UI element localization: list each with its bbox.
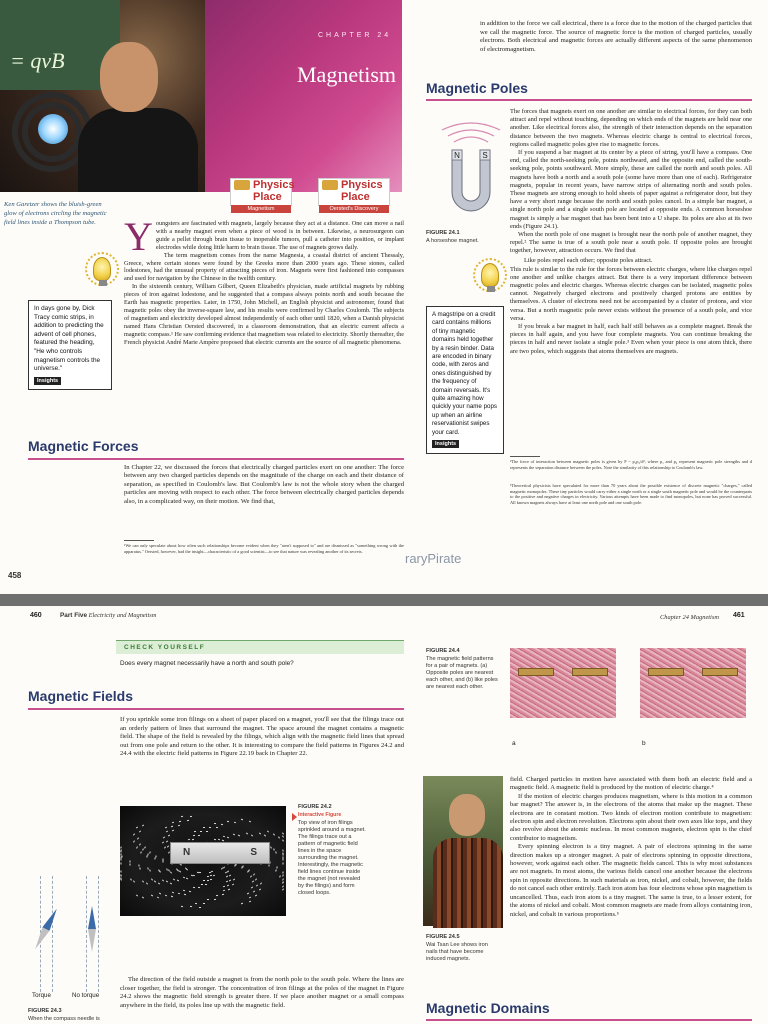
intro-paragraph-3: In the sixteenth century, William Gilbert, Queen Elizabeth's physician, made artificial magnets by rubbing pieces of iron against lodestone, and he suggested that a compass always points north and south because the Earth has magnetic properties. Later, in 1750, John Michell, an English physicist and astronomer, found that magnetic poles obey the inverse-square law, and his results were confirmed by Charles Coulomb. The subjects of magnetism and electricity developed almost independently of each other until 1820, when a Danish physicist named Hans Christian Oersted discovered, in a classroom demonstration, that an electric current affects a magnetic compass.¹ He saw confirming evidence that magnetism was related to electricity. Shortly thereafter, the French physicist André Marie Ampère proposed that electric currents are the source of all magnetic phenomena. xyxy=(124,283,404,346)
iron-filing xyxy=(158,893,160,895)
iron-filing xyxy=(198,835,200,836)
iron-filing xyxy=(136,846,138,848)
magnetic-forces-heading: Magnetic Forces xyxy=(28,438,139,454)
iron-filing xyxy=(133,881,135,883)
magnetic-poles-text xyxy=(510,108,752,356)
iron-filing xyxy=(251,887,253,889)
iron-filing xyxy=(207,876,209,877)
iron-filing xyxy=(282,853,283,855)
iron-filing xyxy=(251,834,253,836)
ken-photo-caption: Ken Garetzer shows the bluish-green glow of electrons circling the magnetic field lines inside a Thompson tube. xyxy=(4,201,107,226)
page-number-461: 461 xyxy=(733,612,745,619)
iron-filing xyxy=(214,823,216,824)
iron-filing xyxy=(233,878,235,880)
iron-filing xyxy=(136,894,138,896)
iron-filing xyxy=(218,839,220,841)
iron-filing xyxy=(120,870,121,872)
iron-filing xyxy=(142,824,144,826)
pole-n-label: N xyxy=(454,151,460,160)
iron-filing xyxy=(282,836,284,838)
figure-24-2-caption: Top view of iron filings sprinkled around a magnet. The filings trace out a pattern of magnetic field lines in the space surrounding the magnet. Interestingly, the magnetic field lines continue inside the magnet (not revealed by the filings) and form closed loops. xyxy=(298,820,366,896)
poles-rule: Like poles repel each other; opposite poles attract. xyxy=(524,256,653,264)
iron-filing xyxy=(151,895,153,897)
compass-needle-no-torque-icon xyxy=(88,906,96,952)
iron-filing xyxy=(255,895,257,897)
iron-filing xyxy=(158,883,160,885)
horseshoe-magnet-figure xyxy=(432,122,510,220)
iron-filing xyxy=(253,874,255,876)
figure-24-3-label: FIGURE 24.3 xyxy=(28,1008,62,1014)
iron-filing xyxy=(269,864,270,866)
iron-filing xyxy=(223,836,225,838)
iron-filings-figure xyxy=(120,806,286,916)
field-line xyxy=(52,876,53,992)
iron-filing xyxy=(181,816,183,817)
iron-filing xyxy=(210,879,212,880)
iron-filing xyxy=(171,896,173,898)
footnote-1: ¹We can only speculate about how often such relationships become evident when they "aren't supposed to" and are dismissed as "something wrong with the apparatus." Oersted, however, had the insight—characteristic of a good scientist—to see that nature was revealing another of its secrets. xyxy=(124,543,404,554)
iron-filing xyxy=(138,831,140,833)
iron-filing xyxy=(209,827,211,828)
iron-filing xyxy=(189,890,191,891)
figure-24-2-label: FIGURE 24.2 xyxy=(298,804,332,810)
iron-filing xyxy=(157,897,159,899)
figure-24-5-caption: Wai Tsan Lee shows iron nails that have become induced magnets. xyxy=(426,942,488,962)
iron-filing xyxy=(133,834,135,836)
field-direction-text: The direction of the field outside a magnet is from the north pole to the south pole. Where the lines are closer together, the field is stronger. The concentration of iron filings at the poles of the magnet in Figure 24.2 shows the magnetic field strength is greater there. If we place another magnet or a small compass anywhere in the field, its poles line up with the magnetic field. xyxy=(120,976,404,1009)
pole-s-label: S xyxy=(250,847,257,858)
iron-filing xyxy=(170,871,172,873)
iron-filing xyxy=(249,869,251,871)
physics-place-caption: Oersted's Discovery xyxy=(319,205,389,213)
iron-filing xyxy=(241,903,243,905)
iron-filing xyxy=(275,852,276,854)
iron-filing xyxy=(192,839,194,840)
iron-filing xyxy=(271,846,273,848)
iron-filing xyxy=(167,835,169,837)
iron-filing xyxy=(193,875,195,877)
iron-filing xyxy=(213,875,215,877)
iron-filing xyxy=(249,901,251,903)
check-yourself-label: CHECK YOURSELF xyxy=(124,644,206,651)
check-yourself-bar xyxy=(116,640,404,654)
drop-cap: Y xyxy=(124,214,153,259)
iron-filing xyxy=(211,871,213,873)
iron-filing xyxy=(216,894,218,895)
iron-filing xyxy=(193,835,195,836)
iron-filing xyxy=(282,849,284,851)
iron-filing xyxy=(233,834,235,836)
iron-filing xyxy=(129,863,130,865)
magnetic-forces-text: In Chapter 22, we discussed the forces that electrically charged particles exert on one another: The force between any two charged particles depends on the magnitude of the charge on each and their distance of separation, as specified in Coulomb's law. But Coulomb's law is not the whole story when the charged particles are moving with respect to each other. The force between electrically charged particles depends also, in a complicated way, on their motion. We find that, xyxy=(124,464,404,505)
iron-filing xyxy=(182,877,184,879)
iron-filing xyxy=(203,827,205,828)
iron-filing xyxy=(282,839,284,841)
iron-filing xyxy=(179,820,181,821)
figure-24-4-label: FIGURE 24.4 xyxy=(426,648,460,654)
figure-24-4b-like-poles xyxy=(640,648,746,718)
iron-filing xyxy=(246,833,248,835)
iron-filing xyxy=(162,879,164,881)
iron-filing xyxy=(227,885,229,887)
iron-filing xyxy=(147,856,148,858)
iron-filing xyxy=(282,881,284,883)
interactive-figure-icon xyxy=(292,813,297,821)
figure-24-4a-opposite-poles xyxy=(510,648,616,718)
iron-filing xyxy=(165,827,167,829)
figure-24-1-caption: A horseshoe magnet. xyxy=(426,238,479,244)
interactive-figure-link[interactable]: Interactive Figure xyxy=(298,812,342,818)
iron-filing xyxy=(140,851,142,853)
insight-text: A magstripe on a credit card contains millions of tiny magnetic domains held together by a resin binder. Data are encoded in binary code, with zeros and ones distinguished by the frequency of domain reversals. It's quite amazing how quickly your name pops up when an airline reservationist swipes your card. xyxy=(432,311,498,436)
footnote-2: ²The force of interaction between magnetic poles is given by F ~ p₁p₂/d², where p₁ and p₂ represent magnetic pole strengths and d represents the separation distance between the poles. Note the similarity of this relationship to Coulomb's law. xyxy=(510,459,752,470)
iron-filing xyxy=(238,835,240,837)
iron-filing xyxy=(120,847,122,849)
figure-24-1-label: FIGURE 24.1 xyxy=(426,230,460,236)
iron-filing xyxy=(171,826,173,828)
iron-filing xyxy=(278,836,280,838)
iron-filing xyxy=(186,878,188,880)
iron-filing xyxy=(172,821,174,823)
iron-filing xyxy=(203,880,205,881)
iron-filing xyxy=(121,859,122,861)
iron-filing xyxy=(277,866,278,868)
chapter-title: Magnetism xyxy=(297,62,396,87)
iron-filing xyxy=(184,894,186,895)
magnetic-domains-heading: Magnetic Domains xyxy=(426,1000,550,1016)
right-running-head: Chapter 24 Magnetism xyxy=(660,614,719,621)
iron-filing xyxy=(260,882,262,884)
iron-filing xyxy=(171,892,173,894)
iron-filing xyxy=(181,905,183,906)
iron-filing xyxy=(282,858,283,860)
bar-magnet xyxy=(170,842,270,864)
iron-filing xyxy=(138,864,139,866)
iron-filing xyxy=(203,903,205,904)
iron-filing xyxy=(259,832,261,834)
iron-filing xyxy=(179,870,181,872)
iron-filing xyxy=(170,882,172,884)
iron-filing xyxy=(227,870,229,872)
iron-filing xyxy=(163,836,165,838)
footnote-rule xyxy=(510,456,540,457)
iron-filing xyxy=(234,821,236,823)
insights-tag: Insights xyxy=(34,377,61,385)
physics-place-logo-icon: Physics Place xyxy=(319,179,389,203)
iron-filing xyxy=(273,849,275,851)
iron-filing xyxy=(253,891,255,893)
intro-paragraph-1: oungsters are fascinated with magnets, largely because they act at a distance. One can move a nail with a nearby magnet even when a piece of wood is in between. Likewise, a neurosurgeon can guide a pellet through brain tissue to inoperable tumors, pull a catheter into position, or implant electrodes while doing little harm to brain tissue. The use of magnets grows daily. xyxy=(155,220,404,251)
iron-filing xyxy=(200,831,202,832)
iron-filing xyxy=(133,840,135,842)
iron-filing xyxy=(282,875,284,877)
iron-filing xyxy=(166,831,168,833)
iron-filing xyxy=(221,824,223,825)
iron-filing xyxy=(259,888,261,890)
iron-filing xyxy=(199,907,201,908)
torque-label: Torque xyxy=(32,992,51,999)
iron-filing xyxy=(121,862,122,864)
iron-filing xyxy=(151,879,153,881)
iron-filing xyxy=(252,881,254,883)
iron-filing xyxy=(137,837,139,839)
insight-box-magstripe xyxy=(426,306,504,454)
wai-tsan-lee-photo xyxy=(423,776,503,926)
iron-filing xyxy=(166,881,168,883)
compass-needle-torque-icon xyxy=(32,907,61,951)
iron-filing xyxy=(206,831,208,832)
iron-filing xyxy=(282,885,284,887)
figure-24-5-label: FIGURE 24.5 xyxy=(426,934,460,940)
iron-filing xyxy=(249,820,251,822)
pole-s-label: S xyxy=(482,151,488,160)
chapter-banner xyxy=(205,0,402,192)
iron-filing xyxy=(173,878,175,880)
poles-paragraph-4: This rule is similar to the rule for the forces between electric charges, where like charges repel one another and unlike charges attract. But there is a very important difference between magnetic poles and electric charges. Whereas electric charges can be isolated, magnetic poles cannot. Negatively charged electrons and positively charged protons are entities by themselves. A cluster of electrons need not be accompanied by a cluster of protons, and vice versa. But a north magnetic pole never exists without the presence of a south pole, and vice versa. xyxy=(510,265,752,322)
magnetism-intro-continued: in addition to the force we call electrical, there is a force due to the motion of the charged particles that we call the magnetic force. The source of magnetic force is the motion of charged particles, usually electrons. Both electrical and magnetic forces are actually different aspects of the same phenomenon of electromagnetism. xyxy=(480,20,752,53)
iron-filing xyxy=(282,878,284,880)
right-paragraph-1: field. Charged particles in motion have associated with them both an electric field and a magnetic field. A magnetic field is produced by the motion of electric charge.⁴ xyxy=(510,776,752,792)
iron-filing xyxy=(227,837,229,839)
iron-filing xyxy=(207,899,209,900)
iron-filing xyxy=(142,897,144,899)
field-line xyxy=(86,876,87,992)
lightbulb-icon xyxy=(481,263,499,287)
section-divider xyxy=(426,1019,752,1021)
magnetic-fields-heading: Magnetic Fields xyxy=(28,688,134,704)
board-equation: = qvB xyxy=(10,48,65,73)
insight-text: In days gone by, Dick Tracy comic strips, in addition to predicting the advent of cell phones, featured the heading, "He who controls magnetism controls the universe." xyxy=(34,305,104,373)
chapter-label: CHAPTER 24 xyxy=(318,32,392,39)
iron-filing xyxy=(139,867,140,869)
iron-filing xyxy=(186,868,188,870)
iron-filing xyxy=(194,831,196,832)
iron-filing xyxy=(190,816,192,817)
physics-place-logo-icon: Physics Place xyxy=(231,179,291,203)
watermark-text: raryPirate xyxy=(405,551,462,566)
insights-tag: Insights xyxy=(432,440,459,448)
poles-paragraph-5: If you break a bar magnet in half, each half still behaves as a complete magnet. Break the pieces in half again, and you have four complete magnets. You can continue breaking the pieces in half and never isolate a single pole.³ Even when your piece is one atom thick, there are two poles, which suggests that atoms themselves are magnets. xyxy=(510,323,752,355)
magnetic-poles-heading: Magnetic Poles xyxy=(426,80,528,96)
iron-filing xyxy=(255,879,257,881)
iron-filing xyxy=(199,872,201,873)
figure-24-4-caption: The magnetic field patterns for a pair of magnets. (a) Opposite poles are nearest each other, and (b) like poles are nearest each other. xyxy=(426,656,498,690)
iron-filing xyxy=(214,898,216,899)
iron-filing xyxy=(250,876,252,878)
iron-filing xyxy=(149,869,151,871)
iron-filing xyxy=(136,827,138,829)
page-number-458: 458 xyxy=(8,571,22,580)
section-divider xyxy=(426,99,752,101)
iron-filing xyxy=(165,894,167,896)
iron-filing xyxy=(167,845,169,847)
check-yourself-question: Does every magnet necessarily have a north and south pole? xyxy=(120,660,294,667)
iron-filing xyxy=(130,878,132,880)
iron-filing xyxy=(178,825,180,827)
iron-filing xyxy=(248,897,250,899)
iron-filing xyxy=(145,846,147,848)
iron-filing xyxy=(282,833,284,835)
iron-filing xyxy=(267,831,269,833)
ken-photo xyxy=(0,0,205,192)
iron-filing xyxy=(226,876,228,878)
poles-paragraph-2: If you suspend a bar magnet at its center by a piece of string, you'll have a compass. One end, called the north-seeking pole, points northward, and the opposite end, called the south-seeking pole, points southward. More simply, these are called the north and south poles. All magnets have both a north and a south pole (some have more than one of each). Refrigerator magnets, popular in recent years, have narrow strips of alternating north and south poles. These magnets are strong enough to hold sheets of paper against a refrigerator door, but they have a very short range because the north and south poles cancel. In a simple bar magnet, a single north pole and a single south pole are located at opposite ends. A common horseshoe magnet is simply a bar magnet that has been bent into a U shape. Its poles are also at its two ends (Figure 24.1). xyxy=(510,149,752,230)
iron-filing xyxy=(154,881,156,883)
iron-filing xyxy=(146,882,148,884)
iron-filing xyxy=(243,865,244,867)
intro-paragraph-2: The term magnetism comes from the name Magnesia, a coastal district of ancient Thessaly, Greece, where certain stones were found by the Greeks more than 2000 years ago. These stones, called lodestones, had the unusual property of attracting pieces of iron. Magnets were first fashioned into compasses and used for navigation by the Chinese in the twelfth century. xyxy=(124,251,404,283)
iron-filing xyxy=(120,851,121,853)
iron-filing xyxy=(226,881,228,883)
iron-filing xyxy=(256,885,258,887)
iron-filing xyxy=(282,888,284,890)
iron-filing xyxy=(241,818,243,820)
iron-filing xyxy=(159,871,161,873)
right-paragraph-2: If the motion of electric charges produces magnetism, where is this motion in a common bar magnet? The answer is, in the electrons of the atoms that make up the magnet. These electrons are in constant motion. Two kinds of electron motion contribute to magnetism: electron spin and electron revolution. Electrons spin about their own axes like tops, and they also revolve about the atomic nucleus. In most common magnets, electron spin is the chief contributor to magnetism. xyxy=(510,792,752,842)
iron-filing xyxy=(190,906,192,907)
iron-filing xyxy=(264,835,266,837)
iron-filing xyxy=(166,840,168,842)
iron-filing xyxy=(275,869,276,871)
iron-filing xyxy=(162,842,164,844)
iron-filing xyxy=(247,893,249,895)
insight-box-dick-tracy xyxy=(28,300,112,390)
section-divider xyxy=(28,708,404,710)
iron-filing xyxy=(223,885,225,887)
iron-filing xyxy=(210,875,212,876)
intro-text-block xyxy=(124,214,404,347)
left-running-head: Part Five Electricity and Magnetism xyxy=(60,612,157,619)
iron-filing xyxy=(193,887,195,888)
poles-paragraph-1: The forces that magnets exert on one another are similar to electrical forces, for they can both attract and repel without touching, depending on which ends of the magnets are held near one another. Like electrical forces also, the strength of their interaction depends on the separation distance between the two magnets. Whereas electric charge is central to electrical forces, regions called magnetic poles give rise to magnetic forces. xyxy=(510,108,752,148)
iron-filing xyxy=(149,851,151,853)
physics-place-oersted-link[interactable] xyxy=(318,178,390,212)
footnote-rule xyxy=(124,540,154,541)
bottom-page-spread xyxy=(0,606,768,1024)
footnote-3: ³Theoretical physicists have speculated for more than 70 years about the possible existence of discrete magnetic "charges," called magnetic monopoles. These tiny particles would carry either a single north or a single south magnetic pole and would be the counterparts to the positive and negative charges in electricity. Various attempts have been made to find monopoles, but none has proved successful. All known magnets always have at least one north pole and one south pole. xyxy=(510,483,752,505)
iron-filing xyxy=(216,827,218,828)
page-number-460: 460 xyxy=(30,612,42,619)
iron-filing xyxy=(226,820,228,821)
iron-filing xyxy=(195,903,197,904)
iron-filing xyxy=(120,874,122,876)
iron-filing xyxy=(171,830,173,832)
iron-filing xyxy=(232,883,234,885)
no-torque-label: No torque xyxy=(72,992,100,999)
iron-filing xyxy=(205,883,207,884)
iron-filing xyxy=(177,893,179,895)
magnetism-source-text xyxy=(510,776,752,919)
section-divider xyxy=(28,458,404,460)
iron-filing xyxy=(201,883,203,884)
iron-filing xyxy=(273,834,275,836)
iron-filing xyxy=(187,820,189,821)
iron-filing xyxy=(163,861,164,863)
iron-filing xyxy=(223,890,225,892)
iron-filing xyxy=(223,867,225,869)
iron-filing xyxy=(188,839,190,841)
iron-filing xyxy=(155,857,156,859)
figure-24-4a-label: a xyxy=(512,740,516,747)
iron-filing xyxy=(214,839,216,840)
iron-filing xyxy=(198,887,200,888)
right-paragraph-3: Every spinning electron is a tiny magnet. A pair of electrons spinning in the same direction makes up a stronger magnet. A pair of electrons spinning in opposite directions, however, work against each other. The magnetic fields cancel. This is why most substances are not magnets. In most atoms, the various fields cancel one another because the electrons spin in opposite directions. In such materials as iron, nickel, and cobalt, however, the fields do not cancel each other entirely. Each iron atom has four electrons whose spin magnetism is uncancelled. Thus, each iron atom is a tiny magnet. The same is true, to a lesser extent, for the atoms of nickel and cobalt. Most common magnets are made from alloys containing iron, nickel, and cobalt in various proportions.⁵ xyxy=(510,843,752,918)
physics-place-caption: Magnetism xyxy=(231,205,291,213)
horseshoe-magnet-icon xyxy=(432,122,510,220)
iron-filing xyxy=(207,880,209,881)
iron-filing xyxy=(183,890,185,892)
thompson-tube-glow xyxy=(38,114,68,144)
iron-filing xyxy=(142,849,144,851)
iron-filing xyxy=(229,875,231,877)
pole-n-label: N xyxy=(183,847,191,858)
iron-filing xyxy=(229,880,231,882)
field-line xyxy=(98,876,99,992)
figure-24-4b-label: b xyxy=(642,740,646,747)
iron-filing xyxy=(222,894,224,895)
figure-24-3-caption: When the compass needle is xyxy=(28,1016,100,1022)
poles-paragraph-3: When the north pole of one magnet is brought near the north pole of another magnet, they repel.² The same is true of a south pole near a south pole. If opposite poles are brought together, however, attraction occurs. We find that xyxy=(510,231,752,255)
iron-filing xyxy=(176,880,178,882)
physics-place-magnetism-link[interactable] xyxy=(230,178,295,212)
iron-filing xyxy=(142,880,144,882)
iron-filing xyxy=(139,843,141,845)
iron-filing xyxy=(129,861,130,863)
iron-filing xyxy=(228,889,230,891)
lightbulb-icon xyxy=(93,257,111,281)
iron-filing xyxy=(164,847,166,849)
magnetic-fields-text: If you sprinkle some iron filings on a sheet of paper placed on a magnet, you'll see that the filings trace out an orderly pattern of lines that surround the magnet. The space around the magnet contains a magnetic field. The shape of the field is revealed by the filings, which align with the magnetic field lines that spread out from one pole and return to the other. It is interesting to compare the field patterns in Figures 24.2 and 24.4 with the electric field patterns in Figure 22.19 back in Chapter 22. xyxy=(120,716,404,757)
iron-filing xyxy=(282,862,283,864)
